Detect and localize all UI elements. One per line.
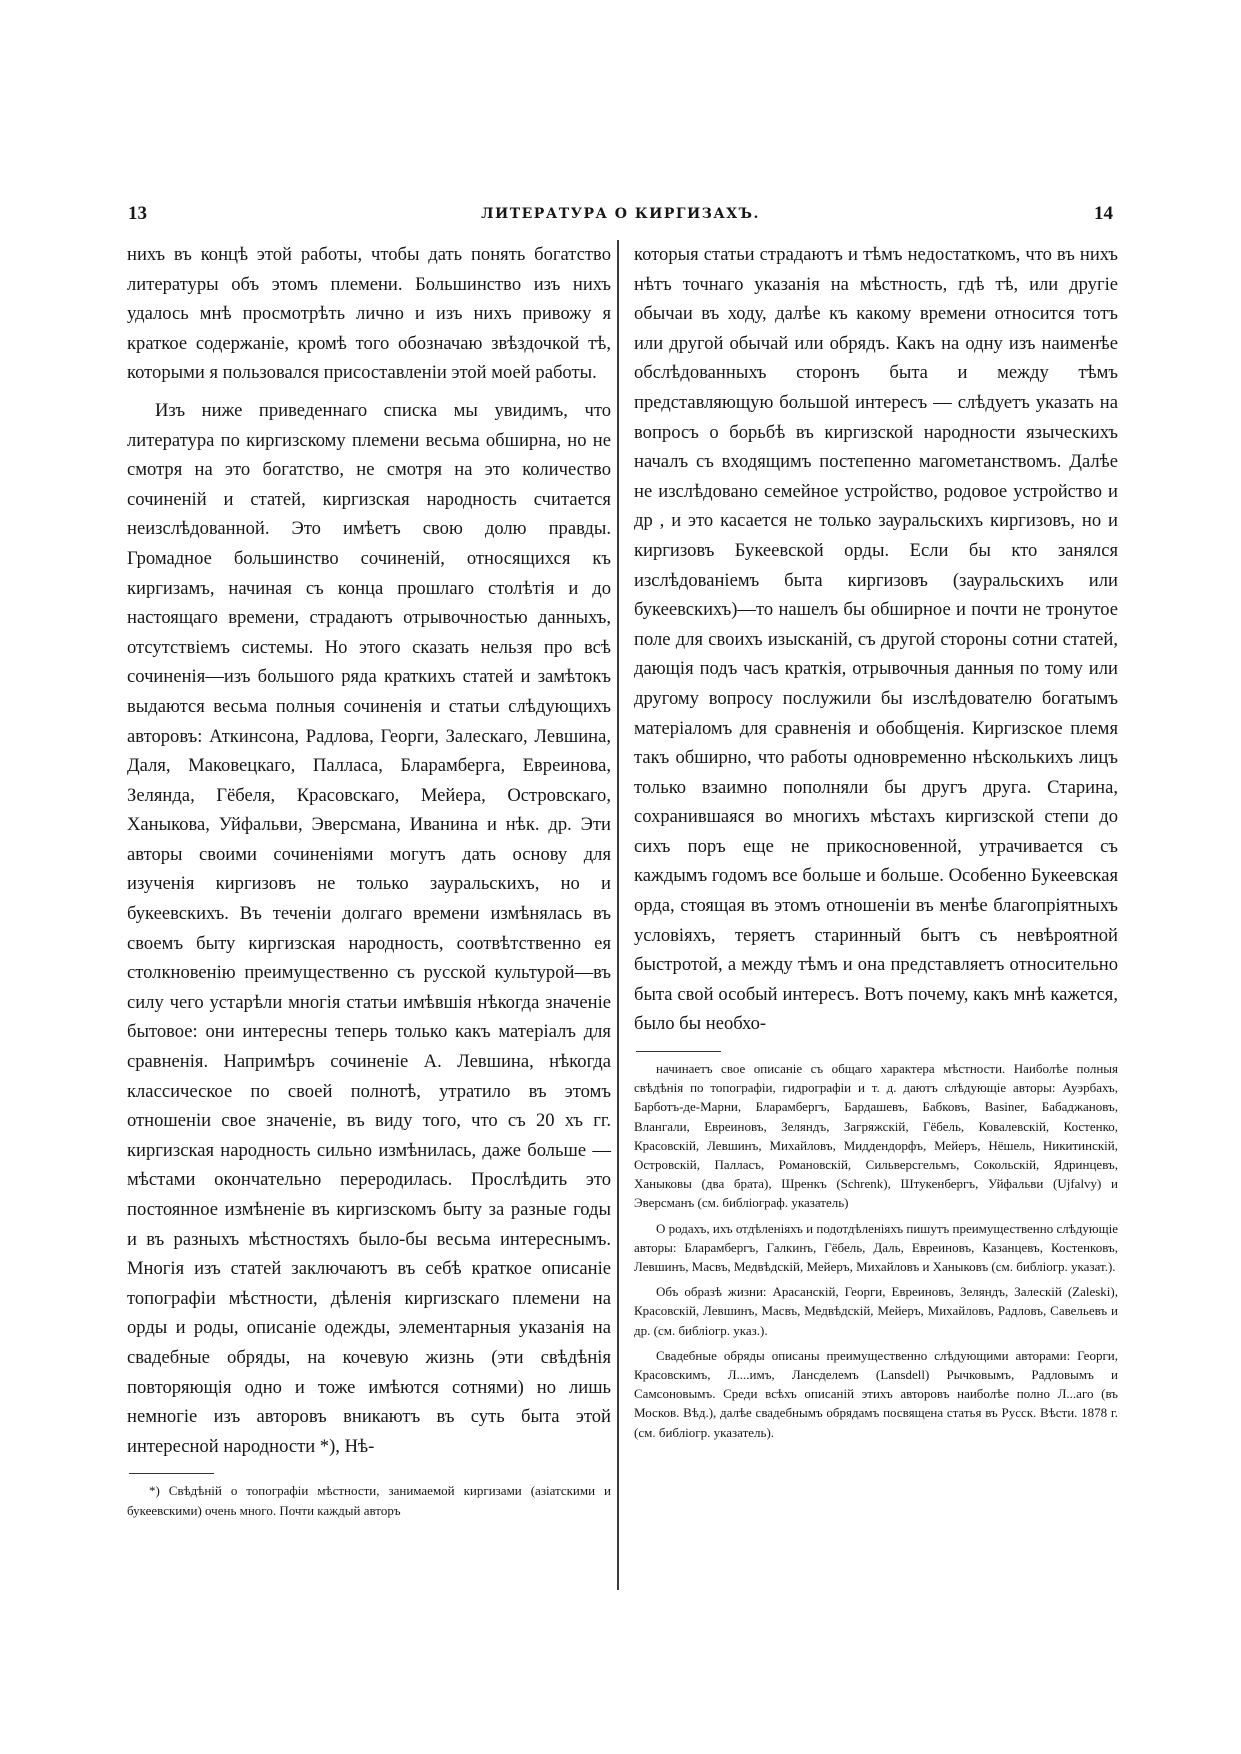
page-header <box>128 203 1113 229</box>
left-paragraph-2: Изъ ниже приведеннаго списка мы увидимъ, что литература по киргизскому племени весьма обширна, но не смотря на это богатство, не смотря на это количество сочиненій и статей, киргизская народность считается неизслѣдованной. Это имѣетъ свою долю правды. Громадное большинство сочиненій, относящихся къ киргизамъ, начиная съ конца прошлаго столѣтія и до настоящаго времени, страдаютъ отрывочностью данныхъ, отсутствіемъ системы. Но этого сказать нельзя про всѣ сочиненія—изъ большого ряда краткихъ статей и замѣтокъ выдаются весьма полныя сочиненія и статьи слѣдующихъ авторовъ: Аткинсона, Радлова, Георги, Залескаго, Левшина, Даля, Маковецкаго, Палласа, Бларамберга, Евреинова, Зелянда, Гёбеля, Красовскаго, Мейера, Островскаго, Ханыкова, Уйфальви, Эверсмана, Иванина и нѣк. др. Эти авторы своими сочиненіями могутъ дать основу для изученія киргизовъ не только зауральскихъ, но и букеевскихъ. Въ теченіи долгаго времени измѣнялась въ своемъ быту киргизская народность, соотвѣтственно ея столкновенію преимущественно съ русской культурой—въ силу чего устарѣли многія статьи имѣвшія нѣкогда значеніе бытовое: они интересны теперь только какъ матеріалъ для сравненія. Напримѣръ сочиненіе А. Левшина, нѣкогда классическое по своей полнотѣ, утратило въ этомъ отношеніи свое значеніе, въ виду того, что съ 20 хъ гг. киргизская народность сильно измѣнилась, даже больше — мѣстами окончательно переродилась. Прослѣдить это постоянное измѣненіе въ киргизскомъ быту за разные годы и въ разныхъ мѣстностяхъ было-бы весьма интереснымъ. Многія изъ статей заключаютъ въ себѣ краткое описаніе топографіи мѣстности, дѣленія киргизскаго племени на орды и роды, описаніе одежды, элементарныя указанія на свадебные обряды, на кочевую жизнь (эти свѣдѣнія повторяющія одно и тоже имѣются сотнями) но лишь немногіе изъ авторовъ вникаютъ въ суть быта этой интересной народности *), Нѣ- <box>127 399 611 1457</box>
footnote-rule-right <box>636 1051 721 1052</box>
left-footnote: *) Свѣдѣній о топографіи мѣстности, занимаемой киргизами (азіатскими и букеевскими) очень много. Почти каждый авторъ <box>127 1483 611 1518</box>
page-number-right: 14 <box>1094 203 1113 224</box>
footnote-rule-left <box>129 1473 214 1474</box>
right-footnote-1: начинаетъ свое описаніе съ общаго характера мѣстности. Наиболѣе полныя свѣдѣнія по топографіи, гидрографіи и т. д. даютъ слѣдующіе авторы: Ауэрбахъ, Барботъ-де-Марни, Бларамбергъ, Бардашевъ, Бабковъ, Basiner, Бабаджановъ, Влангали, Евреиновъ, Зеляндъ, Загряжскій, Гёбель, Ковалевскій, Костенко, Красовскій, Левшинъ, Михайловъ, Миддендорфъ, Мейеръ, Нёшель, Никитинскій, Островскій, Палласъ, Романовскій, Сильверсгельмъ, Сокольскій, Ядринцевъ, Ханыковы (два брата), Шренкъ (Schrenk), Штукенбергъ, Уйфальви (Ujfalvy) и Эверсманъ (см. библіограф. указатель) <box>634 1061 1118 1211</box>
right-paragraph-1: которыя статьи страдаютъ и тѣмъ недостаткомъ, что въ нихъ нѣтъ точнаго указанія на мѣстность, гдѣ тѣ, или другіе обычаи въ ходу, далѣе къ какому времени относится тотъ или другой обычай или обрядъ. Какъ на одну изъ наименѣе обслѣдованныхъ сторонъ быта и между тѣмъ представляющую большой интересъ — слѣдуетъ указать на вопросъ о борьбѣ въ киргизской народности языческихъ началъ съ входящимъ постепенно магометанствомъ. Далѣе не изслѣдовано семейное устройство, родовое устройство и др , и это касается не только зауральскихъ киргизовъ, но и киргизовъ Букеевской орды. Если бы кто занялся изслѣдованіемъ быта киргизовъ (зауральскихъ или букеевскихъ)—то нашелъ бы обширное и почти не тронутое поле для своихъ изысканій, съ другой стороны сотни статей, дающія подъ часъ краткія, отрывочныя данныя по тому или другому вопросу послужили бы изслѣдователю богатымъ матеріаломъ для сравненія и обобщенія. Киргизское племя такъ обширно, что работы одновременно нѣсколькихъ лицъ только взаимно пополняли бы другъ друга. Старина, сохранившаяся во многихъ мѣстахъ киргизской степи до сихъ поръ еще не прикосновенной, утрачивается съ каждымъ годомъ все больше и больше. Особенно Букеевская орда, стоящая въ этомъ отношеніи въ менѣе благопріятныхъ условіяхъ, теряетъ старинный бытъ съ невѣроятной быстротой, а между тѣмъ и она представляетъ относительно быта свой особый интересъ. Вотъ почему, какъ мнѣ кажется, было бы необхо- <box>634 244 1118 1035</box>
running-title: ЛИТЕРАТУРА О КИРГИЗАХЪ. <box>481 206 760 222</box>
right-footnote-4: Свадебные обряды описаны преимущественно слѣдующими авторами: Георги, Красовскимъ, Л....имъ, Ланcделемъ (Lansdell) Рычковымъ, Радловымъ и Самсоновымъ. Среди всѣхъ описаній этихъ авторовъ наиболѣе полно Л...аго (въ Москов. Вѣд.), далѣе свадебнымъ обрядамъ посвящена статья въ Русск. Вѣсти. 1878 г. (см. библіогр. указатель). <box>634 1347 1118 1440</box>
page-number-left: 13 <box>128 203 147 224</box>
left-column <box>127 240 611 1526</box>
column-divider <box>617 240 619 1590</box>
left-paragraph-1: нихъ въ концѣ этой работы, чтобы дать понять богатство литературы объ этомъ племени. Большинство изъ нихъ удалось мнѣ просмотрѣть лично и изъ нихъ привожу я краткое содержаніе, кромѣ того обозначаю звѣздочкой тѣ, которыми я пользовался присоставленіи этой моей работы. <box>127 244 611 384</box>
right-column <box>634 240 1118 1448</box>
right-footnote-2: О родахъ, ихъ отдѣленіяхъ и подотдѣленіяхъ пишутъ преимущественно слѣдующіе авторы: Бларамбергъ, Галкинъ, Гёбель, Даль, Евреиновъ, Казанцевъ, Костенковъ, Левшинъ, Масвъ, Медвѣдскій, Мейеръ, Михайловъ и Ханыковъ (см. библіогр. указат.). <box>634 1220 1118 1275</box>
right-footnote-3: Объ образѣ жизни: Арасанскій, Георги, Евреиновъ, Зеляндъ, Залескій (Zaleski), Красовскій, Левшинъ, Масвъ, Медвѣдскій, Мейеръ, Михайловъ, Радловъ, Савельевъ и др. (см. библіогр. указ.). <box>634 1284 1118 1338</box>
